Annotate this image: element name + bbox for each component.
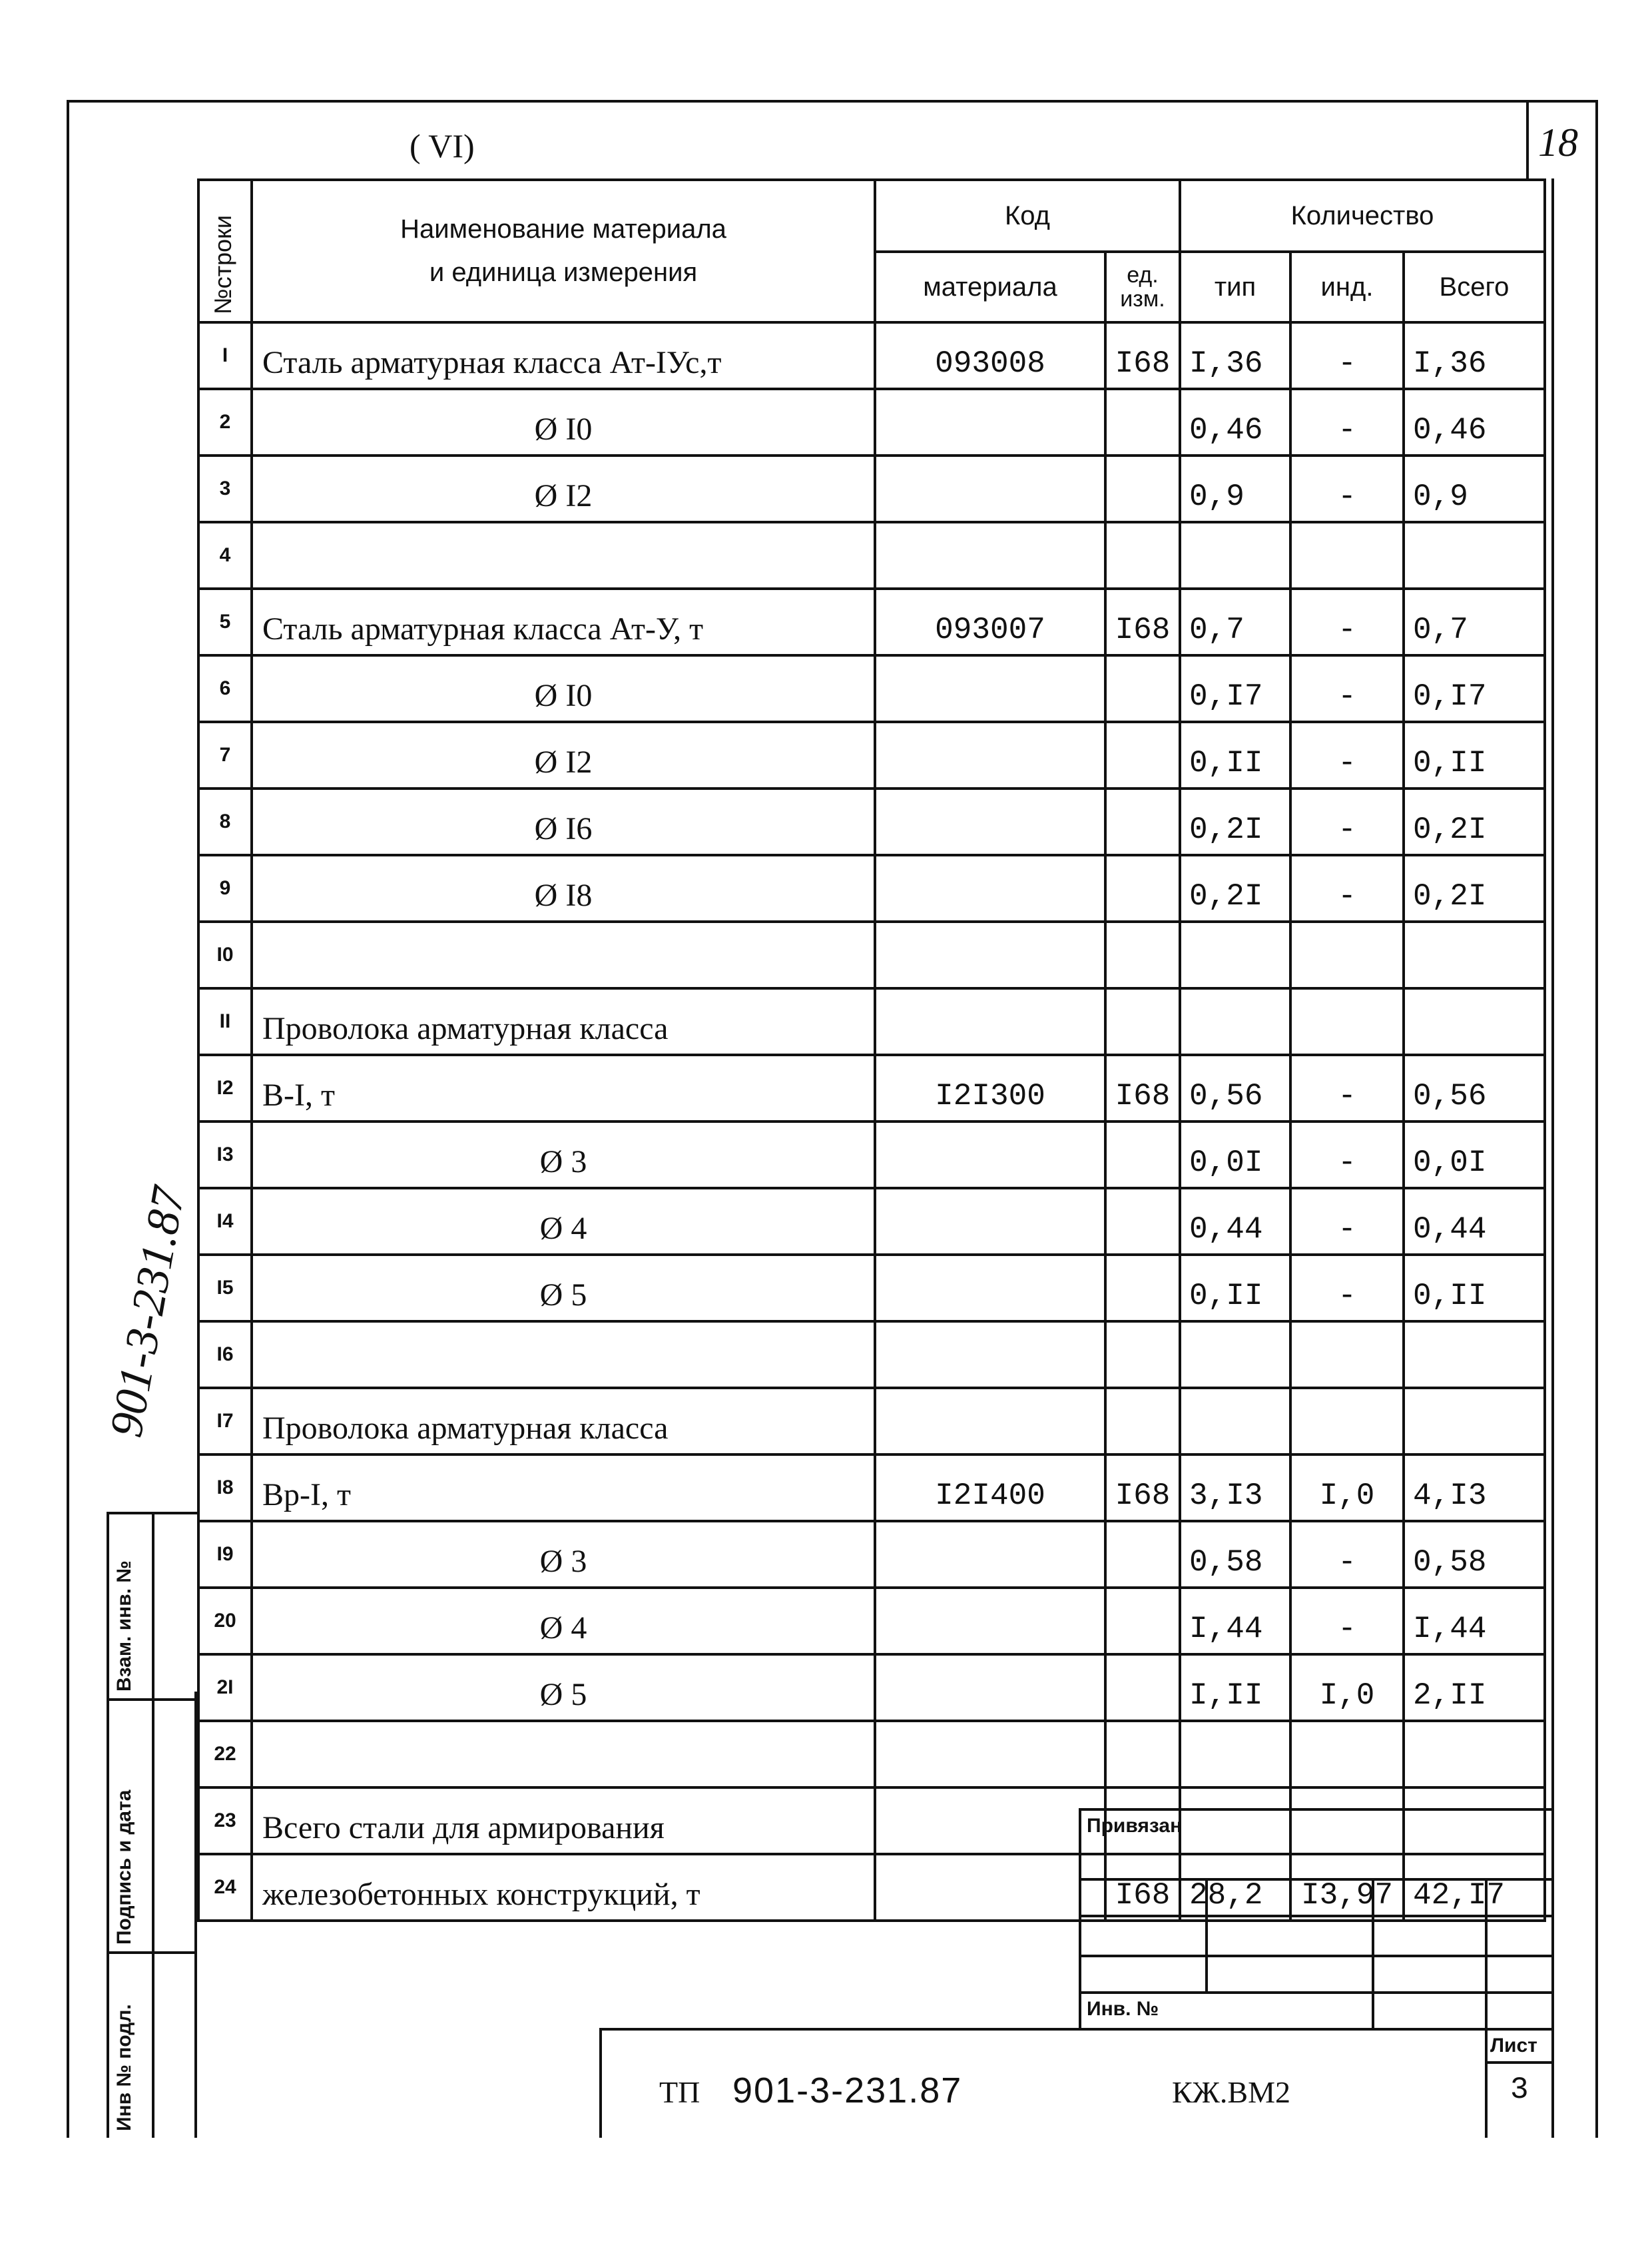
quantity-total: 42,I7 (1404, 1854, 1545, 1921)
material-name: Проволока арматурная класса (252, 1388, 875, 1454)
doc-code: 901-3-231.87 (732, 2071, 963, 2110)
unit-code (1105, 1188, 1180, 1255)
quantity-ind: - (1290, 456, 1404, 522)
table-row (198, 1121, 1545, 1188)
quantity-type: I,44 (1180, 1588, 1290, 1654)
quantity-type (1180, 1321, 1290, 1388)
material-name (252, 522, 875, 589)
row-number: I4 (198, 1188, 252, 1255)
stamp-privyazan: Привязан (1087, 1815, 1183, 1837)
material-name: Ø I0 (252, 389, 875, 456)
quantity-total: 0,I7 (1404, 655, 1545, 722)
material-code: 093007 (875, 589, 1105, 655)
row-number: 9 (198, 855, 252, 922)
quantity-type (1180, 922, 1290, 988)
table-row (198, 1588, 1545, 1654)
material-name: Ø 4 (252, 1588, 875, 1654)
table-row (198, 988, 1545, 1055)
quantity-type: 0,II (1180, 722, 1290, 789)
table-row (198, 389, 1545, 456)
ind-header: инд. (1290, 252, 1404, 322)
quantity-type: 0,2I (1180, 855, 1290, 922)
code-unit-header-line1: ед. (1127, 262, 1159, 288)
quantity-ind: - (1290, 855, 1404, 922)
sheet-label-line (1485, 2061, 1553, 2064)
material-code (875, 1321, 1105, 1388)
material-name: Проволока арматурная класса (252, 988, 875, 1055)
quantity-total: 2,II (1404, 1654, 1545, 1721)
quantity-total: I,44 (1404, 1588, 1545, 1654)
material-code (875, 1121, 1105, 1188)
quantity-type: 0,9 (1180, 456, 1290, 522)
quantity-ind (1290, 1388, 1404, 1454)
unit-code (1105, 1588, 1180, 1654)
unit-code (1105, 1321, 1180, 1388)
material-code (875, 1854, 1105, 1921)
code-material-header: материала (875, 252, 1105, 322)
material-code (875, 1721, 1105, 1787)
quantity-type: I,II (1180, 1654, 1290, 1721)
quantity-type (1180, 1388, 1290, 1454)
quantity-type: I,36 (1180, 322, 1290, 389)
stamp-inv-no: Инв. № (1087, 1998, 1159, 2020)
material-code (875, 1521, 1105, 1588)
row-number: I5 (198, 1255, 252, 1321)
quantity-ind: - (1290, 789, 1404, 855)
quantity-total (1404, 522, 1545, 589)
material-name: Ø 5 (252, 1654, 875, 1721)
material-name: Вр-I, т (252, 1454, 875, 1521)
table-row (198, 922, 1545, 988)
table-row (198, 322, 1545, 389)
unit-code (1105, 1121, 1180, 1188)
material-name: В-I, т (252, 1055, 875, 1121)
material-name: Всего стали для армирования (252, 1787, 875, 1854)
stamp-col-1 (1205, 1878, 1208, 1991)
quantity-total: 0,9 (1404, 456, 1545, 522)
quantity-ind (1290, 1787, 1404, 1854)
row-number: I8 (198, 1454, 252, 1521)
material-code (875, 456, 1105, 522)
quantity-total: 0,II (1404, 1255, 1545, 1321)
unit-code (1105, 1255, 1180, 1321)
material-code (875, 522, 1105, 589)
total-header: Всего (1404, 252, 1545, 322)
material-code (875, 655, 1105, 722)
quantity-ind: - (1290, 1521, 1404, 1588)
quantity-total: 0,58 (1404, 1521, 1545, 1588)
row-number: 8 (198, 789, 252, 855)
unit-code (1105, 389, 1180, 456)
table-row (198, 1055, 1545, 1121)
quantity-type: 0,0I (1180, 1121, 1290, 1188)
material-code: I2I300 (875, 1055, 1105, 1121)
type-header: тип (1180, 252, 1290, 322)
unit-code (1105, 655, 1180, 722)
quantity-total: 4,I3 (1404, 1454, 1545, 1521)
quantity-ind: - (1290, 1055, 1404, 1121)
row-number: I2 (198, 1055, 252, 1121)
quantity-total: 0,2I (1404, 855, 1545, 922)
material-name: Ø I0 (252, 655, 875, 722)
material-code (875, 389, 1105, 456)
quantity-ind: - (1290, 655, 1404, 722)
quantity-type: 3,I3 (1180, 1454, 1290, 1521)
materials-table (197, 178, 1546, 1922)
row-number: 22 (198, 1721, 252, 1787)
material-name: Ø 3 (252, 1521, 875, 1588)
row-number: 6 (198, 655, 252, 722)
row-number: 3 (198, 456, 252, 522)
row-number: I0 (198, 922, 252, 988)
quantity-ind: - (1290, 1588, 1404, 1654)
material-name: Ø I2 (252, 456, 875, 522)
unit-code (1105, 988, 1180, 1055)
stamp-col-2 (1372, 1878, 1374, 2028)
side-strip-line-2 (107, 1951, 197, 1954)
material-name (252, 922, 875, 988)
name-header-cell (252, 180, 875, 322)
table-row (198, 789, 1545, 855)
unit-code (1105, 922, 1180, 988)
table-row (198, 722, 1545, 789)
table-row (198, 522, 1545, 589)
table-row (198, 1721, 1545, 1787)
quantity-total (1404, 922, 1545, 988)
row-number: 5 (198, 589, 252, 655)
page-number: 18 (1538, 121, 1578, 164)
side-label-sign: Подпись и дата (113, 1789, 135, 1945)
quantity-ind: - (1290, 322, 1404, 389)
material-name: железобетонных конструкций, т (252, 1854, 875, 1921)
quantity-type: 0,I7 (1180, 655, 1290, 722)
row-number: 20 (198, 1588, 252, 1654)
quantity-total (1404, 988, 1545, 1055)
stamp-top (1079, 1808, 1553, 1811)
quantity-type: 0,II (1180, 1255, 1290, 1321)
table-row (198, 1521, 1545, 1588)
name-header-line2: и единица измерения (429, 258, 698, 287)
quantity-total: I,36 (1404, 322, 1545, 389)
material-code (875, 855, 1105, 922)
unit-code: I68 (1105, 589, 1180, 655)
row-number: 2 (198, 389, 252, 456)
side-strip-line-1 (107, 1698, 197, 1701)
quantity-total (1404, 1721, 1545, 1787)
sheet-label: Лист (1490, 2035, 1537, 2057)
quantity-type: 0,44 (1180, 1188, 1290, 1255)
quantity-type: 0,58 (1180, 1521, 1290, 1588)
inner-frame-right (1551, 178, 1554, 2138)
stamp-line-3 (1079, 1955, 1553, 1957)
row-number: I9 (198, 1521, 252, 1588)
material-name (252, 1721, 875, 1787)
row-number: I7 (198, 1388, 252, 1454)
unit-code: I68 (1105, 322, 1180, 389)
quantity-ind (1290, 922, 1404, 988)
unit-code (1105, 456, 1180, 522)
material-code (875, 922, 1105, 988)
quantity-ind (1290, 1321, 1404, 1388)
quantity-total: 0,44 (1404, 1188, 1545, 1255)
stamp-line-1 (1079, 1878, 1553, 1881)
section-label: ( VI) (410, 127, 475, 164)
unit-code (1105, 855, 1180, 922)
quantity-ind: I3,97 (1290, 1854, 1404, 1921)
material-code: I2I400 (875, 1454, 1105, 1521)
quantity-type (1180, 522, 1290, 589)
quantity-header: Количество (1180, 180, 1545, 252)
unit-code (1105, 722, 1180, 789)
material-name: Ø I6 (252, 789, 875, 855)
table-row (198, 1854, 1545, 1921)
material-code (875, 722, 1105, 789)
stamp-col-3 (1485, 1878, 1488, 2138)
quantity-ind: - (1290, 1121, 1404, 1188)
quantity-ind (1290, 988, 1404, 1055)
unit-code (1105, 1521, 1180, 1588)
quantity-type: 0,56 (1180, 1055, 1290, 1121)
side-doc-code: 901-3-231.87 (100, 1183, 195, 1441)
material-code (875, 1188, 1105, 1255)
quantity-ind: I,0 (1290, 1454, 1404, 1521)
material-name (252, 1321, 875, 1388)
quantity-ind (1290, 1721, 1404, 1787)
material-code: 093008 (875, 322, 1105, 389)
material-code (875, 1654, 1105, 1721)
row-number: I6 (198, 1321, 252, 1388)
stamp-line-2 (1079, 1915, 1553, 1917)
side-label-inv: Инв № подл. (113, 2004, 135, 2131)
unit-code (1105, 1388, 1180, 1454)
row-no-header-cell (198, 180, 252, 322)
row-number: 24 (198, 1854, 252, 1921)
unit-code: I68 (1105, 1055, 1180, 1121)
code-unit-header-line2: изм. (1120, 286, 1165, 312)
title-block-left (599, 2028, 602, 2138)
quantity-type: 0,7 (1180, 589, 1290, 655)
table-header-row-1 (198, 180, 1545, 252)
material-name: Сталь арматурная класса Ат-У, т (252, 589, 875, 655)
title-block-top (599, 2028, 1553, 2031)
side-strip-left (107, 1512, 109, 2138)
code-header: Код (875, 180, 1180, 252)
table-row (198, 655, 1545, 722)
quantity-ind: - (1290, 722, 1404, 789)
quantity-type: 0,2I (1180, 789, 1290, 855)
material-name: Ø 3 (252, 1121, 875, 1188)
quantity-ind: - (1290, 1188, 1404, 1255)
material-code (875, 988, 1105, 1055)
quantity-ind: I,0 (1290, 1654, 1404, 1721)
table-row (198, 1654, 1545, 1721)
name-header-line1: Наименование материала (400, 214, 726, 244)
table-row (198, 1454, 1545, 1521)
table-row (198, 855, 1545, 922)
quantity-type (1180, 1787, 1290, 1854)
row-number: 7 (198, 722, 252, 789)
quantity-total: 0,56 (1404, 1055, 1545, 1121)
quantity-total (1404, 1388, 1545, 1454)
side-strip-mid (152, 1512, 154, 2138)
quantity-total (1404, 1787, 1545, 1854)
quantity-total (1404, 1321, 1545, 1388)
table-row (198, 1321, 1545, 1388)
material-name: Ø I8 (252, 855, 875, 922)
side-strip-top (107, 1512, 197, 1514)
quantity-type: 28,2 (1180, 1854, 1290, 1921)
quantity-type: 0,46 (1180, 389, 1290, 456)
material-name: Ø I2 (252, 722, 875, 789)
stamp-left (1079, 1808, 1081, 2028)
material-code (875, 789, 1105, 855)
quantity-ind (1290, 522, 1404, 589)
table-row (198, 1188, 1545, 1255)
row-number: 4 (198, 522, 252, 589)
side-label-vzam: Взам. инв. № (113, 1560, 135, 1692)
material-name: Сталь арматурная класса Ат-IУс,т (252, 322, 875, 389)
unit-code: I68 (1105, 1854, 1180, 1921)
doc-prefix: ТП (659, 2075, 700, 2109)
row-number: 2I (198, 1654, 252, 1721)
row-number: I3 (198, 1121, 252, 1188)
row-number: I (198, 322, 252, 389)
row-number: II (198, 988, 252, 1055)
doc-mark: КЖ.ВМ2 (1172, 2075, 1290, 2109)
quantity-ind: - (1290, 1255, 1404, 1321)
quantity-total: 0,2I (1404, 789, 1545, 855)
quantity-total: 0,46 (1404, 389, 1545, 456)
material-code (875, 1255, 1105, 1321)
sheet-number: 3 (1510, 2073, 1529, 2107)
inner-frame-left (194, 1692, 197, 2138)
quantity-type (1180, 988, 1290, 1055)
material-name: Ø 5 (252, 1255, 875, 1321)
page-number-divider (1526, 100, 1529, 178)
table-row (198, 1388, 1545, 1454)
unit-code (1105, 1654, 1180, 1721)
material-name: Ø 4 (252, 1188, 875, 1255)
table-row (198, 1787, 1545, 1854)
unit-code (1105, 789, 1180, 855)
quantity-total: 0,0I (1404, 1121, 1545, 1188)
stamp-line-4 (1079, 1991, 1553, 1994)
unit-code: I68 (1105, 1454, 1180, 1521)
quantity-type (1180, 1721, 1290, 1787)
table-row (198, 456, 1545, 522)
quantity-ind: - (1290, 389, 1404, 456)
material-code (875, 1588, 1105, 1654)
material-code (875, 1388, 1105, 1454)
quantity-ind: - (1290, 589, 1404, 655)
row-no-header: №строки (209, 214, 236, 314)
quantity-total: 0,7 (1404, 589, 1545, 655)
table-row (198, 1255, 1545, 1321)
unit-code (1105, 522, 1180, 589)
row-number: 23 (198, 1787, 252, 1854)
quantity-total: 0,II (1404, 722, 1545, 789)
table-row (198, 589, 1545, 655)
material-code (875, 1787, 1105, 1854)
code-unit-header-cell (1105, 252, 1180, 322)
outer-frame-right (1595, 100, 1598, 2138)
unit-code (1105, 1721, 1180, 1787)
